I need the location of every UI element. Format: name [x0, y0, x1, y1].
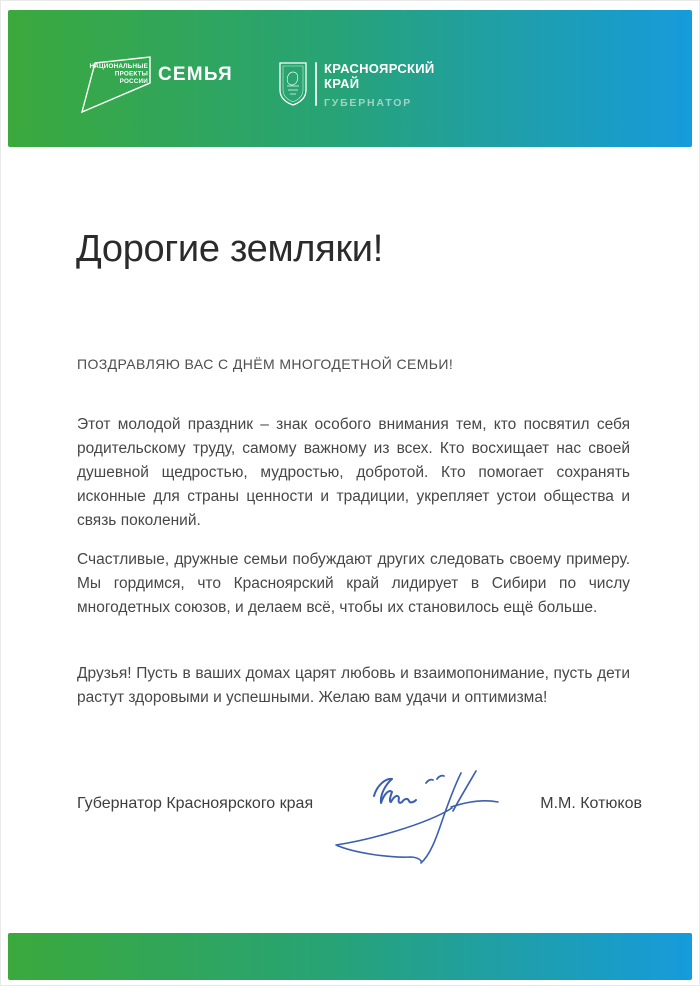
region-logo-text [324, 62, 435, 109]
office-label: ГУБЕРНАТОР [324, 97, 413, 109]
header-band [8, 10, 692, 147]
coat-of-arms-icon [278, 61, 308, 107]
paragraph-1: Этот молодой праздник – знак особого внимания тем, кто посвятил себя родительскому труду, самому важному из всех. Кто восхищает нас своей душевной щедростью, мудростью, добротой. Кто помогает сохранять исконные для страны ценности и традиции, укрепляет устои общества и связь поколений. [77, 416, 630, 529]
signature-icon [330, 763, 500, 868]
signer-position-title: Губернатор Красноярского края [77, 795, 314, 812]
program-label: СЕМЬЯ [158, 64, 233, 85]
np-logo-line-2: ПРОЕКТЫ [114, 70, 148, 78]
footer-band [8, 933, 692, 980]
paragraph-2: Счастливые, дружные семьи побуждают других следовать своему примеру. Мы гордимся, что Красноярский край лидирует в Сибири по числу многодетных союзов, и делаем всё, чтобы их становилось ещё больше. [77, 551, 630, 616]
np-logo-line-3: РОССИИ [119, 78, 148, 85]
region-name-line-2: КРАЙ [324, 75, 360, 91]
logo-divider [315, 62, 317, 106]
paragraph-3: Друзья! Пусть в ваших домах царят любовь и взаимопонимание, пусть дети растут здоровыми и успешными. Желаю вам удачи и оптимизма! [77, 665, 630, 706]
np-logo-line-1: НАЦИОНАЛЬНЫЕ [89, 63, 148, 70]
signer-name: М.М. Котюков [540, 795, 642, 812]
national-projects-logo-icon [80, 55, 154, 115]
salutation-line: ПОЗДРАВЛЯЮ ВАС С ДНЁМ МНОГОДЕТНОЙ СЕМЬИ! [77, 356, 454, 372]
letter-title: Дорогие земляки! [76, 228, 383, 270]
region-name-line-1: КРАСНОЯРСКИЙ [324, 61, 435, 76]
